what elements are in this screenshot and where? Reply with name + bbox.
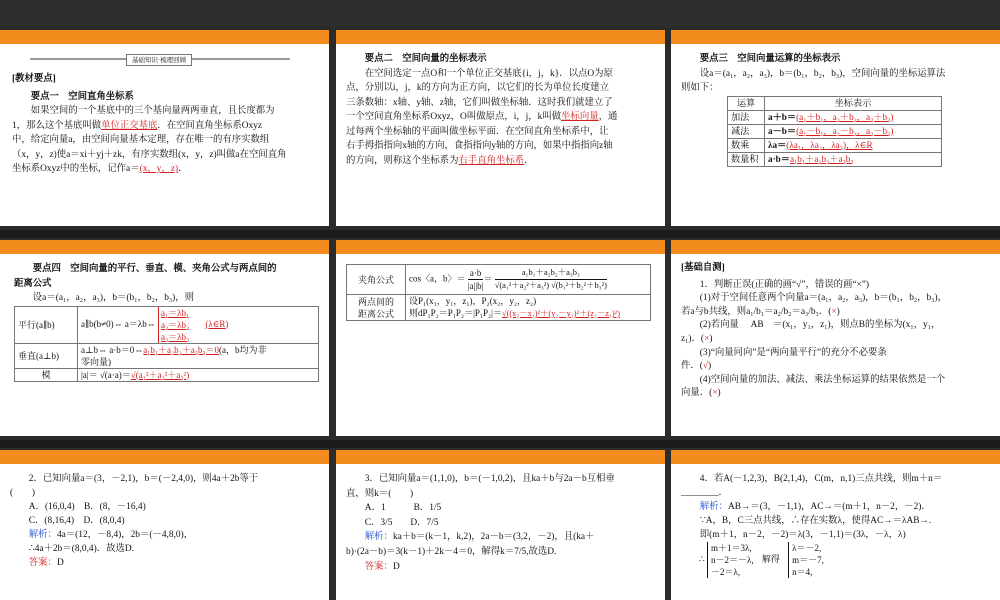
- answer-blank: a₃＝λb₃: [160, 331, 190, 342]
- text-line: 中，给定向量a，由空间向量基本定理，存在唯一的有序实数组: [12, 135, 270, 145]
- question-text: 4．若A(－1,2,3)，B(2,1,4)，C(m，n,1)三点共线，则m＋n＝: [699, 474, 943, 484]
- answer-blank: (λ∈R): [205, 318, 229, 329]
- answer-blank: 坐标向量: [561, 112, 599, 122]
- question-text: (4)空间向量的加法、减法、乘法坐标运算的结果依然是一个: [699, 374, 946, 385]
- table-header: 坐标表示: [765, 96, 942, 110]
- text-line: 点，分别以i，j，k的方向为正方向，以它们的长为单位长度建立: [346, 83, 610, 93]
- solution-line: b)·(2a－b)＝3(k－1)＋2k－4＝0，解得k＝7/5,故选D.: [346, 546, 557, 557]
- top-toolbar: [0, 0, 1000, 26]
- point-title: 要点三 空间向量运算的坐标表示: [699, 54, 841, 64]
- table-row: 垂直(a⊥b) a⊥b⇔ a·b＝0⇔a₁b₁＋a₂b₂＋a₃b₃＝0(a，b均为非 零向量): [15, 343, 319, 368]
- point-title: 要点一 空间直角坐标系: [30, 91, 134, 102]
- operations-table: [727, 96, 942, 167]
- answer-mark: ×: [704, 333, 710, 344]
- table-row: 数乘 λa＝(λa₁，λa₂，λa₃)，λ∈R: [728, 138, 942, 152]
- option-line: C．(8,16,4) D．(8,0,4): [28, 516, 125, 526]
- slide-7[interactable]: [0, 450, 329, 600]
- table-row: 两点间的 距离公式 设P₁(x₁，y₁，z₁)，P₂(x₂，y₂，z₂) 则dP₁P₂＝P₁P₂＝|P₁P₂|＝√((x₂－x₁)²＋(y₂－y₁)²＋(z₂－z₁)²): [347, 295, 651, 321]
- point-title: 要点四 空间向量的平行、垂直、模、夹角公式与两点间的: [32, 264, 277, 274]
- slide-header-bar: [0, 30, 329, 44]
- solution-line: 解析：ka＋b＝(k－1，k,2)，2a－b＝(3,2，－2)，且(ka＋: [364, 532, 595, 543]
- option-line: A．1 B．1/5: [364, 503, 442, 514]
- text-line: 三条数轴：x轴、y轴、z轴，它们叫做坐标轴．这时我们就建立了: [346, 97, 613, 108]
- text-line: 则如下：: [681, 83, 719, 93]
- slide-header-bar: [671, 450, 1000, 464]
- question-text: 3．已知向量a＝(1,1,0)，b＝(－1,0,2)，且ka＋b与2a－b互相垂: [364, 474, 615, 484]
- text-line: 1，那么这个基底叫做单位正交基底．在空间直角坐标系Oxyz: [12, 120, 263, 131]
- text-line: 的方向，则称这个坐标系为右手直角坐标系．: [346, 155, 534, 166]
- answer-mark: ×: [831, 306, 837, 317]
- text-line: 在空间选定一点O和一个单位正交基底{i，j，k}．以点O为原: [364, 68, 613, 79]
- question-text: 1．判断正误(正确的画“√”，错误的画“×”): [699, 279, 870, 290]
- text-line: 设a＝(a₁，a₂，a₃)，b＝(b₁，b₂，b₃)，空间向量的坐标运算法: [699, 68, 946, 79]
- slide-header-bar: [671, 240, 1000, 254]
- answer-blank: (a₁－b₁，a₂－b₂，a₃－b₃): [796, 125, 894, 136]
- table-row: 数量积 a·b＝a₁b₁＋a₂b₂＋a₃b₃: [728, 152, 942, 166]
- solution-line: ∴4a＋2b＝(8,0,4)．故选D.: [28, 544, 134, 554]
- answer-blank: (λa₁，λa₂，λa₃)，λ∈R: [786, 139, 873, 150]
- table-row: 减法 a－b＝(a₁－b₁，a₂－b₂，a₃－b₃): [728, 124, 942, 138]
- slide-2[interactable]: [336, 30, 665, 226]
- question-text: (3)“向量同向”是“两向量平行”的充分不必要条: [699, 347, 887, 358]
- answer-blank: √(a₁²＋a₂²＋a₃²): [130, 369, 190, 380]
- heading: [基础自测]: [681, 263, 725, 273]
- slide-header-bar: [671, 30, 1000, 44]
- text-line: 设a＝(a₁，a₂，a₃)，b＝(b₁，b₂，b₃)，则: [32, 293, 195, 303]
- point-title: 要点二 空间向量的坐标表示: [364, 54, 487, 64]
- question-text: 直，则k＝( ): [346, 488, 414, 499]
- table-row: 夹角公式 cos〈a，b〉＝ $\frac{a\cdot b}{|a||b|}$ ＝ $\frac{\text{a₁b₁＋a₂b₂＋a₃b₃}}{\text{√(a₁²＋a₂²＋a₃²) √(b₁²＋b₂²＋b₃²)}}$: [347, 265, 651, 295]
- slide-5[interactable]: [336, 240, 665, 436]
- question-text: (1)对于空间任意两个向量a＝(a₁，a₂，a₃)，b＝(b₁，b₂，b₃)，: [699, 293, 947, 304]
- table-row: 平行(a∥b) a∥b(b≠0)⇔ a＝λb⇔ a₁＝λb₁ a₂＝λb₂ a₃＝λb₃ (λ∈R): [15, 306, 319, 343]
- answer-blank: a₂＝λb₂: [160, 319, 190, 330]
- answer-blank: a₁b₁＋a₂b₂＋a₃b₃: [789, 153, 854, 164]
- banner-label: 基础知识·梳理回顾: [126, 54, 192, 66]
- slide-header-bar: [0, 450, 329, 464]
- slide-header-bar: [0, 240, 329, 254]
- question-text: 件．(√): [681, 361, 712, 372]
- slide-1[interactable]: [0, 30, 329, 226]
- option-line: C．3/5 D．7/5: [364, 517, 439, 528]
- text-line: 过每两个坐标轴的平面叫做坐标平面．在空间直角坐标系中，让: [346, 126, 609, 137]
- text-line: 坐标系Oxyz中的坐标，记作a＝(x，y，z)．: [12, 164, 188, 174]
- row-separator: [0, 440, 1000, 448]
- section-banner: [30, 54, 321, 64]
- slide-header-bar: [336, 30, 665, 44]
- answer-blank: a₁b₁＋a₂b₂＋a₃b₃＝0: [143, 344, 220, 355]
- question-text: 2．已知向量a＝(3，－2,1)，b＝(－2,4,0)，则4a＋2b等于: [28, 474, 259, 484]
- question-text: ________．: [681, 488, 728, 498]
- slide-6[interactable]: [671, 240, 1000, 436]
- option-line: A．(16,0,4) B．(8，－16,4): [28, 502, 146, 512]
- table-header: 运算: [728, 96, 765, 110]
- text-line: 一个空间直角坐标系Oxyz，O叫做原点，i，j，k叫做坐标向量，通: [346, 112, 618, 122]
- answer-blank: (a₁＋b₁，a₂＋b₂，a₃＋b₃): [796, 111, 894, 122]
- answer-blank: 右手直角坐标系: [458, 155, 525, 166]
- answer-mark: ×: [712, 388, 718, 399]
- text-line: （x，y，z)使a＝xi＋yj＋zk，有序实数组(x，y，z)叫做a在空间直角: [12, 149, 287, 160]
- table-row: 模 |a|＝ √(a·a)＝√(a₁²＋a₂²＋a₃²): [15, 368, 319, 381]
- question-text: 若a与b共线，则a₁/b₁＝a₂/b₂＝a₃/b₃．(×): [681, 306, 840, 317]
- point-title: 距离公式: [14, 278, 52, 289]
- text-line: 如果空间的一个基底中的三个基向量两两垂直，且长度都为: [30, 106, 275, 116]
- slide-3[interactable]: [671, 30, 1000, 226]
- answer-blank: √((x₂－x₁)²＋(y₂－y₁)²＋(z₂－z₁)²): [501, 309, 620, 318]
- solution-line: 即(m＋1，n－2，－2)＝λ(3，－1,1)＝(3λ，－λ，λ): [699, 530, 906, 540]
- question-text: z₁)．(×): [681, 333, 713, 344]
- heading: [教材要点]: [12, 74, 56, 84]
- row-separator: [0, 230, 1000, 238]
- question-text: ( ): [10, 488, 35, 498]
- answer-line: 答案：D: [364, 561, 400, 572]
- solution-line: ∵A，B，C三点共线，∴存在实数λ，使得AC→＝λAB→.: [699, 516, 932, 526]
- solution-line: 解析：AB→＝(3，－1,1)，AC→＝(m＋1，n－2，－2)．: [699, 502, 931, 512]
- question-text: (2)若向量 AB ＝(x₁，y₁，z₁)，则点B的坐标为(x₁，y₁，: [699, 320, 941, 331]
- slide-header-bar: [336, 240, 665, 254]
- table-row: 加法 a＋b＝(a₁＋b₁，a₂＋b₂，a₃＋b₃): [728, 110, 942, 124]
- answer-line: 答案：D: [28, 558, 64, 568]
- answer-mark: √: [702, 361, 709, 372]
- formula-table: [346, 264, 651, 321]
- slide-header-bar: [336, 450, 665, 464]
- equation-system: ∴ m＋1＝3λ, n－2＝－λ, －2＝λ, 解得 λ＝－2, m＝－7, n＝4,: [699, 543, 824, 577]
- answer-blank: 单位正交基底: [101, 120, 158, 131]
- slide-9[interactable]: [671, 450, 1000, 600]
- slide-4[interactable]: [0, 240, 329, 436]
- question-text: 向量．(×): [681, 388, 721, 399]
- slide-8[interactable]: [336, 450, 665, 600]
- answer-blank: (x，y，z): [139, 164, 179, 174]
- formula-table: [14, 306, 319, 382]
- text-line: 右手拇指指向x轴的方向，食指指向y轴的方向，如果中指指向z轴: [346, 141, 613, 151]
- solution-line: 解析：4a＝(12，－8,4)，2b＝(－4,8,0)，: [28, 530, 194, 540]
- answer-blank: a₁＝λb₁: [160, 307, 190, 318]
